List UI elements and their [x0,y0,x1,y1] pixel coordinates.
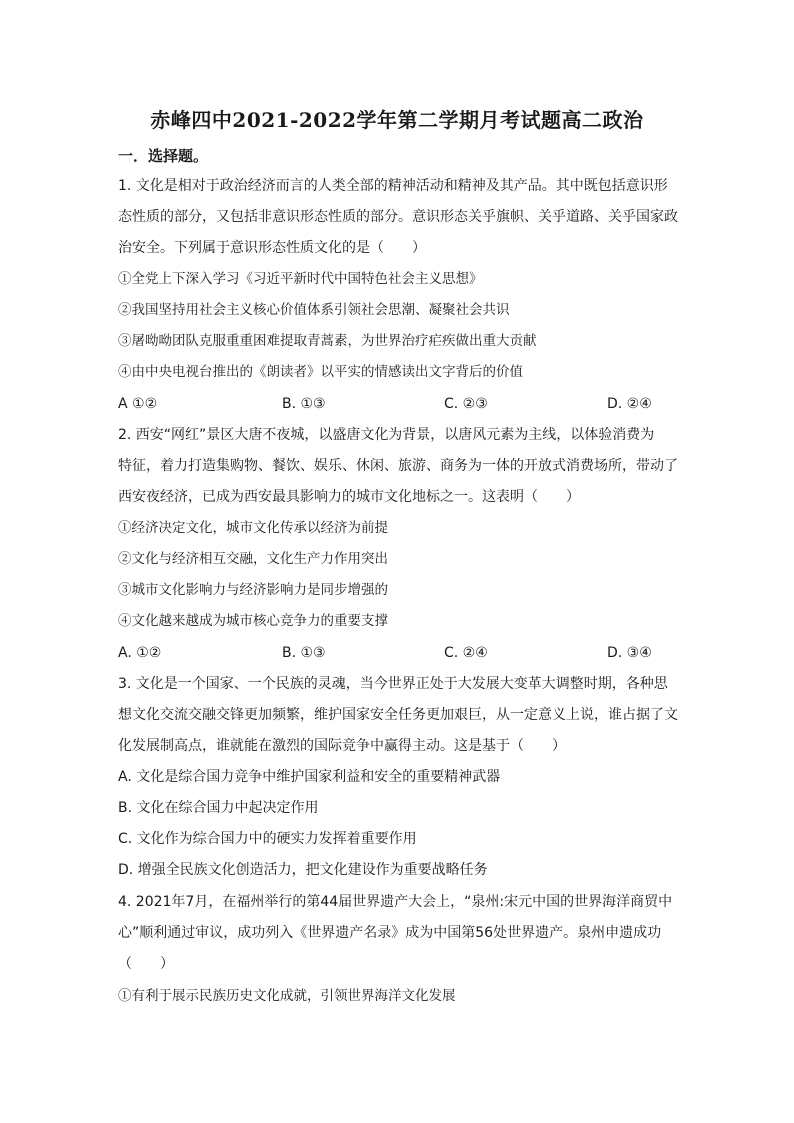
q2-statement-2: ②文化与经济相互交融，文化生产力作用突出 [118,551,388,567]
q2-stem-line-1: 2. 西安“网红”景区大唐不夜城，以盛唐文化为背景，以唐风元素为主线，以体验消费为 [118,427,655,443]
q4-statement-1: ①有利于展示民族历史文化成就，引领世界海洋文化发展 [118,988,456,1004]
q2-option-c: C. ②④ [444,645,488,661]
q1-option-d: D. ②④ [607,396,652,412]
q2-stem-line-2: 特征，着力打造集购物、餐饮、娱乐、休闲、旅游、商务为一体的开放式消费场所，带动了 [118,458,678,474]
q4-stem-line-1: 4. 2021年7月，在福州举行的第44届世界遗产大会上，“泉州:宋元中国的世界海洋商贸中 [118,894,673,910]
q2-statement-1: ①经济决定文化，城市文化传承以经济为前提 [118,520,388,536]
q1-stem-line-1: 1. 文化是相对于政治经济而言的人类全部的精神活动和精神及其产品。其中既包括意识形 [118,178,668,194]
q2-stem-line-3: 西安夜经济，已成为西安最具影响力的城市文化地标之一。这表明（ ） [118,489,580,505]
q1-stem-line-2: 态性质的部分，又包括非意识形态性质的部分。意识形态关乎旗帜、关乎道路、关乎国家政 [118,209,678,225]
q2-option-d: D. ③④ [607,645,652,661]
q1-statement-2: ②我国坚持用社会主义核心价值体系引领社会思潮、凝聚社会共识 [118,302,510,318]
q3-choice-c: C. 文化作为综合国力中的硬实力发挥着重要作用 [118,831,417,847]
section-heading: 一．选择题。 [118,147,209,165]
q1-statement-4: ④由中央电视台推出的《朗读者》以平实的情感读出文字背后的价值 [118,364,523,380]
q4-stem-line-2: 心”顺利通过审议，成功列入《世界遗产名录》成为中国第56处世界遗产。泉州申遗成功 [118,925,662,941]
q3-stem-line-3: 化发展制高点，谁就能在激烈的国际竞争中赢得主动。这是基于（ ） [118,738,566,754]
q2-statement-4: ④文化越来越成为城市核心竞争力的重要支撑 [118,613,388,629]
q3-choice-b: B. 文化在综合国力中起决定作用 [118,800,319,816]
q3-stem-line-2: 想文化交流交融交锋更加频繁，维护国家安全任务更加艰巨，从一定意义上说，谁占据了文 [118,707,678,723]
q2-option-b: B. ①③ [282,645,326,661]
q2-option-a: A. ①② [118,645,162,661]
q1-option-a: A ①② [118,396,158,412]
q2-statement-3: ③城市文化影响力与经济影响力是同步增强的 [118,582,388,598]
q1-option-b: B. ①③ [282,396,326,412]
exam-title: 赤峰四中2021-2022学年第二学期月考试题高二政治 [150,108,644,132]
q1-statement-1: ①全党上下深入学习《习近平新时代中国特色社会主义思想》 [118,271,483,287]
q3-choice-d: D. 增强全民族文化创造活力，把文化建设作为重要战略任务 [118,862,488,878]
q1-stem-line-3: 治安全。下列属于意识形态性质文化的是（ ） [118,240,426,256]
q3-choice-a: A. 文化是综合国力竞争中维护国家利益和安全的重要精神武器 [118,769,501,785]
q1-option-c: C. ②③ [444,396,488,412]
q4-stem-line-3: （ ） [118,956,174,972]
q3-stem-line-1: 3. 文化是一个国家、一个民族的灵魂，当今世界正处于大发展大变革大调整时期，各种思 [118,676,668,692]
q1-statement-3: ③屠呦呦团队克服重重困难提取青蒿素，为世界治疗疟疾做出重大贡献 [118,333,537,349]
